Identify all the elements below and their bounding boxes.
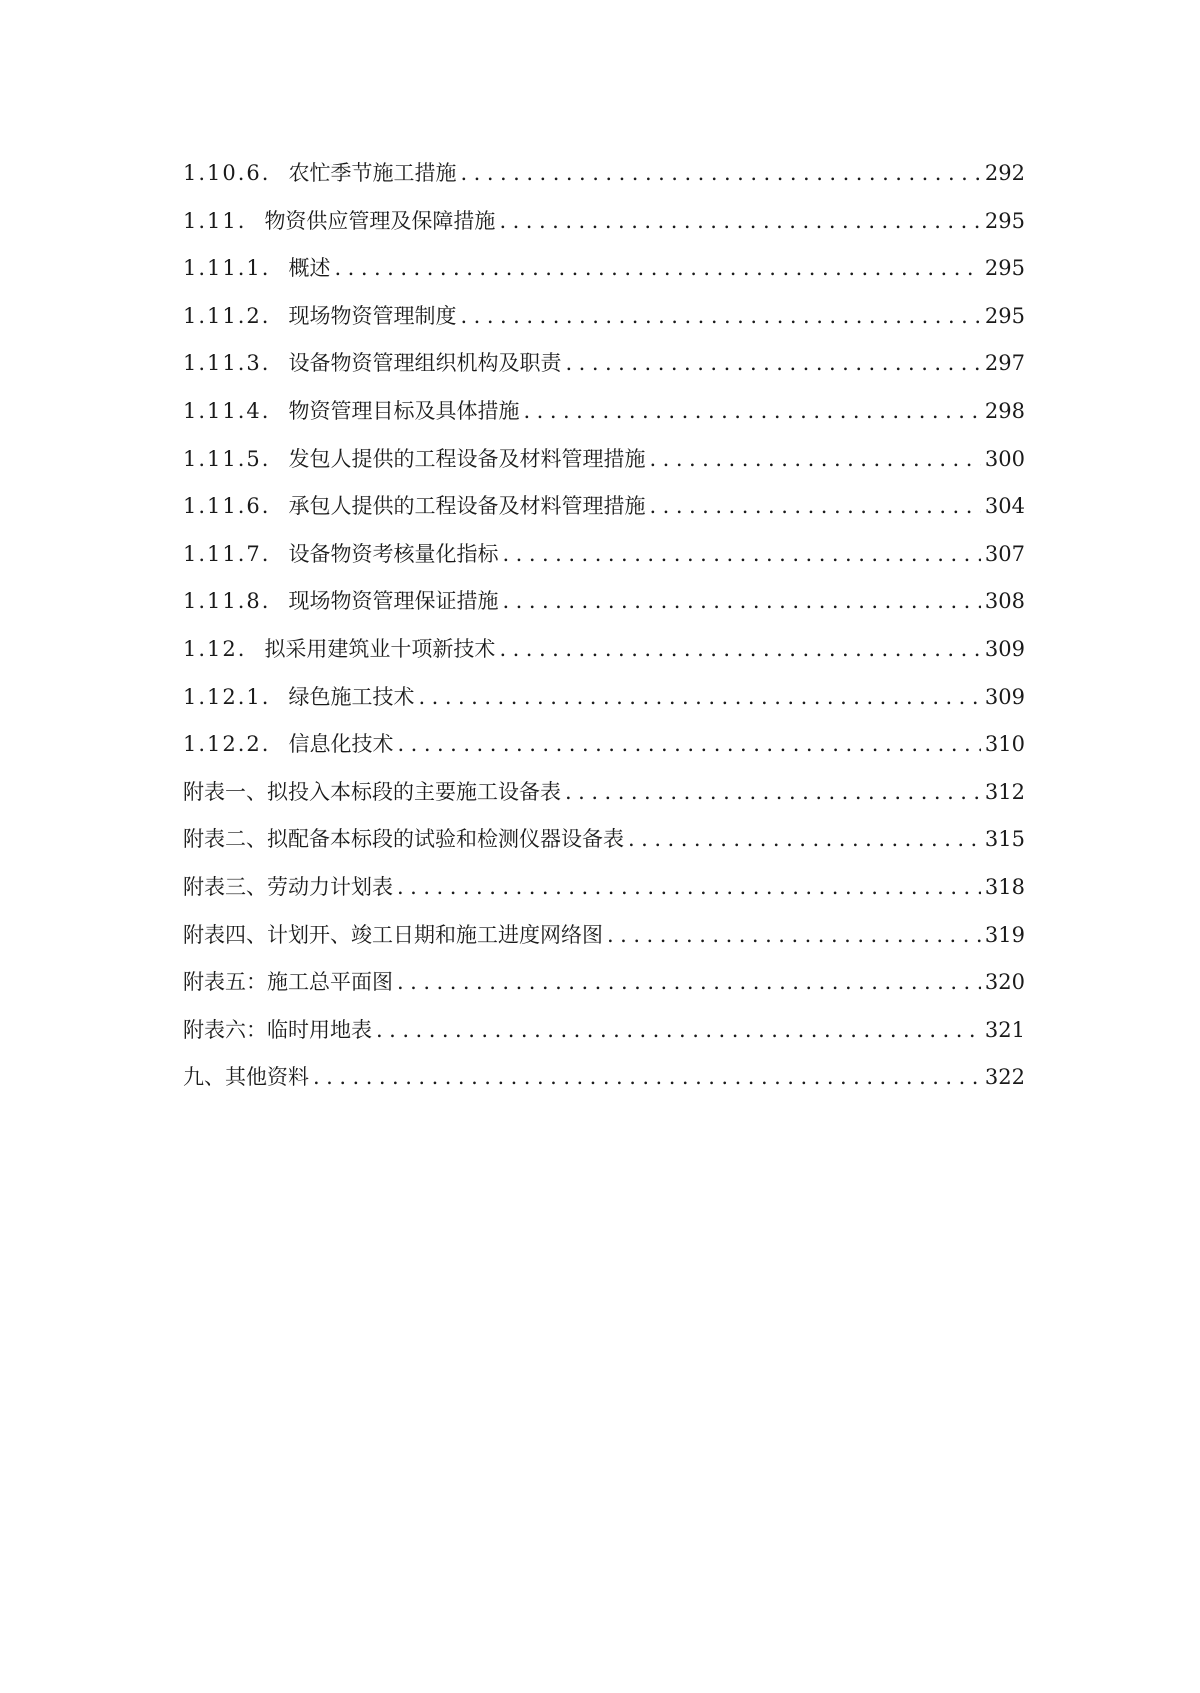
toc-entry-title: 附表一、拟投入本标段的主要施工设备表	[183, 779, 561, 804]
toc-entry-page-number: 308	[984, 589, 1025, 614]
toc-dot-leader	[499, 626, 980, 674]
toc-dot-leader	[523, 388, 980, 436]
toc-entry-page-number: 319	[984, 922, 1025, 947]
toc-entry-page-number: 315	[984, 827, 1025, 852]
toc-entry[interactable]	[183, 816, 1025, 864]
toc-entry-number: 1.10.6.	[183, 161, 271, 185]
toc-entry-number: 1.11.1.	[183, 256, 271, 281]
toc-entry-title: 承包人提供的工程设备及材料管理措施	[288, 494, 646, 519]
toc-entry-page-number: 310	[984, 732, 1025, 757]
toc-entry-title: 农忙季节施工措施	[288, 161, 457, 185]
toc-entry-title: 附表四、计划开、竣工日期和施工进度网络图	[183, 922, 603, 947]
toc-dot-leader	[502, 578, 980, 626]
toc-entry-page-number: 295	[984, 256, 1025, 281]
toc-entry-title: 附表三、劳动力计划表	[183, 874, 393, 899]
toc-entry-page-number: 309	[984, 684, 1025, 709]
toc-entry[interactable]	[183, 959, 1025, 1007]
toc-dot-leader	[376, 1007, 981, 1055]
toc-entry-page-number: 320	[984, 970, 1025, 995]
toc-entry-page-number: 298	[984, 398, 1025, 423]
toc-dot-leader	[565, 340, 980, 388]
toc-entry[interactable]	[183, 626, 1025, 674]
toc-entry-page-number: 304	[984, 494, 1025, 519]
toc-entry-number: 1.12.1.	[183, 684, 271, 709]
toc-entry[interactable]	[183, 245, 1025, 293]
toc-dot-leader	[499, 198, 980, 246]
toc-entry-page-number: 292	[984, 161, 1025, 185]
toc-entry-page-number: 295	[984, 303, 1025, 328]
toc-entry-number: 1.11.5.	[183, 446, 271, 471]
toc-entry-number: 1.12.2.	[183, 732, 271, 757]
toc-entry-page-number: 297	[984, 351, 1025, 376]
toc-dot-leader	[313, 1054, 981, 1102]
toc-entry-number: 1.11.6.	[183, 494, 271, 519]
toc-entry-title: 现场物资管理保证措施	[288, 589, 499, 614]
toc-entry[interactable]	[183, 864, 1025, 912]
toc-entry-title: 拟采用建筑业十项新技术	[264, 636, 496, 661]
toc-entry[interactable]	[183, 1007, 1025, 1055]
toc-entry[interactable]	[183, 436, 1025, 484]
toc-dot-leader	[502, 531, 980, 579]
toc-entry-number: 1.12.	[183, 636, 247, 661]
toc-dot-leader	[397, 959, 981, 1007]
toc-entry[interactable]	[183, 150, 1025, 198]
toc-entry-page-number: 300	[984, 446, 1025, 471]
toc-dot-leader	[649, 436, 980, 484]
table-of-contents	[183, 150, 1025, 1102]
toc-entry[interactable]	[183, 674, 1025, 722]
toc-entry[interactable]	[183, 1054, 1025, 1102]
toc-dot-leader	[418, 674, 980, 722]
toc-entry-title: 概述	[288, 256, 331, 281]
toc-entry[interactable]	[183, 769, 1025, 817]
toc-entry-title: 附表五：施工总平面图	[183, 970, 393, 995]
toc-entry[interactable]	[183, 483, 1025, 531]
toc-entry-number: 1.11.	[183, 208, 247, 233]
toc-entry-title: 附表六：临时用地表	[183, 1017, 372, 1042]
toc-dot-leader	[565, 769, 981, 817]
toc-entry-page-number: 295	[984, 208, 1025, 233]
toc-entry-page-number: 322	[984, 1065, 1025, 1090]
toc-entry-title: 设备物资管理组织机构及职责	[288, 351, 562, 376]
toc-dot-leader	[334, 245, 980, 293]
toc-entry-page-number: 318	[984, 874, 1025, 899]
toc-entry-title: 附表二、拟配备本标段的试验和检测仪器设备表	[183, 827, 624, 852]
toc-dot-leader	[460, 150, 980, 198]
toc-entry-title: 发包人提供的工程设备及材料管理措施	[288, 446, 646, 471]
toc-entry-title: 设备物资考核量化指标	[288, 541, 499, 566]
toc-entry-title: 现场物资管理制度	[288, 303, 457, 328]
toc-entry[interactable]	[183, 293, 1025, 341]
toc-dot-leader	[628, 816, 981, 864]
toc-entry-page-number: 307	[984, 541, 1025, 566]
toc-dot-leader	[649, 483, 980, 531]
toc-entry-number: 1.11.3.	[183, 351, 271, 376]
toc-dot-leader	[397, 864, 981, 912]
toc-entry-page-number: 312	[984, 779, 1025, 804]
toc-entry[interactable]	[183, 340, 1025, 388]
toc-entry[interactable]	[183, 721, 1025, 769]
toc-entry-number: 1.11.4.	[183, 398, 271, 423]
toc-entry-page-number: 309	[984, 636, 1025, 661]
toc-entry-number: 1.11.8.	[183, 589, 271, 614]
toc-entry-title: 物资供应管理及保障措施	[264, 208, 496, 233]
toc-entry[interactable]	[183, 198, 1025, 246]
toc-entry-number: 1.11.7.	[183, 541, 271, 566]
toc-entry[interactable]	[183, 912, 1025, 960]
toc-entry-title: 绿色施工技术	[288, 684, 415, 709]
toc-entry-title: 信息化技术	[288, 732, 394, 757]
toc-entry-page-number: 321	[984, 1017, 1025, 1042]
toc-dot-leader	[607, 912, 981, 960]
toc-entry-title: 九、其他资料	[183, 1065, 309, 1090]
toc-dot-leader	[460, 293, 980, 341]
toc-entry[interactable]	[183, 388, 1025, 436]
toc-entry-title: 物资管理目标及具体措施	[288, 398, 520, 423]
toc-entry[interactable]	[183, 578, 1025, 626]
toc-dot-leader	[397, 721, 980, 769]
toc-entry[interactable]	[183, 531, 1025, 579]
toc-entry-number: 1.11.2.	[183, 303, 271, 328]
